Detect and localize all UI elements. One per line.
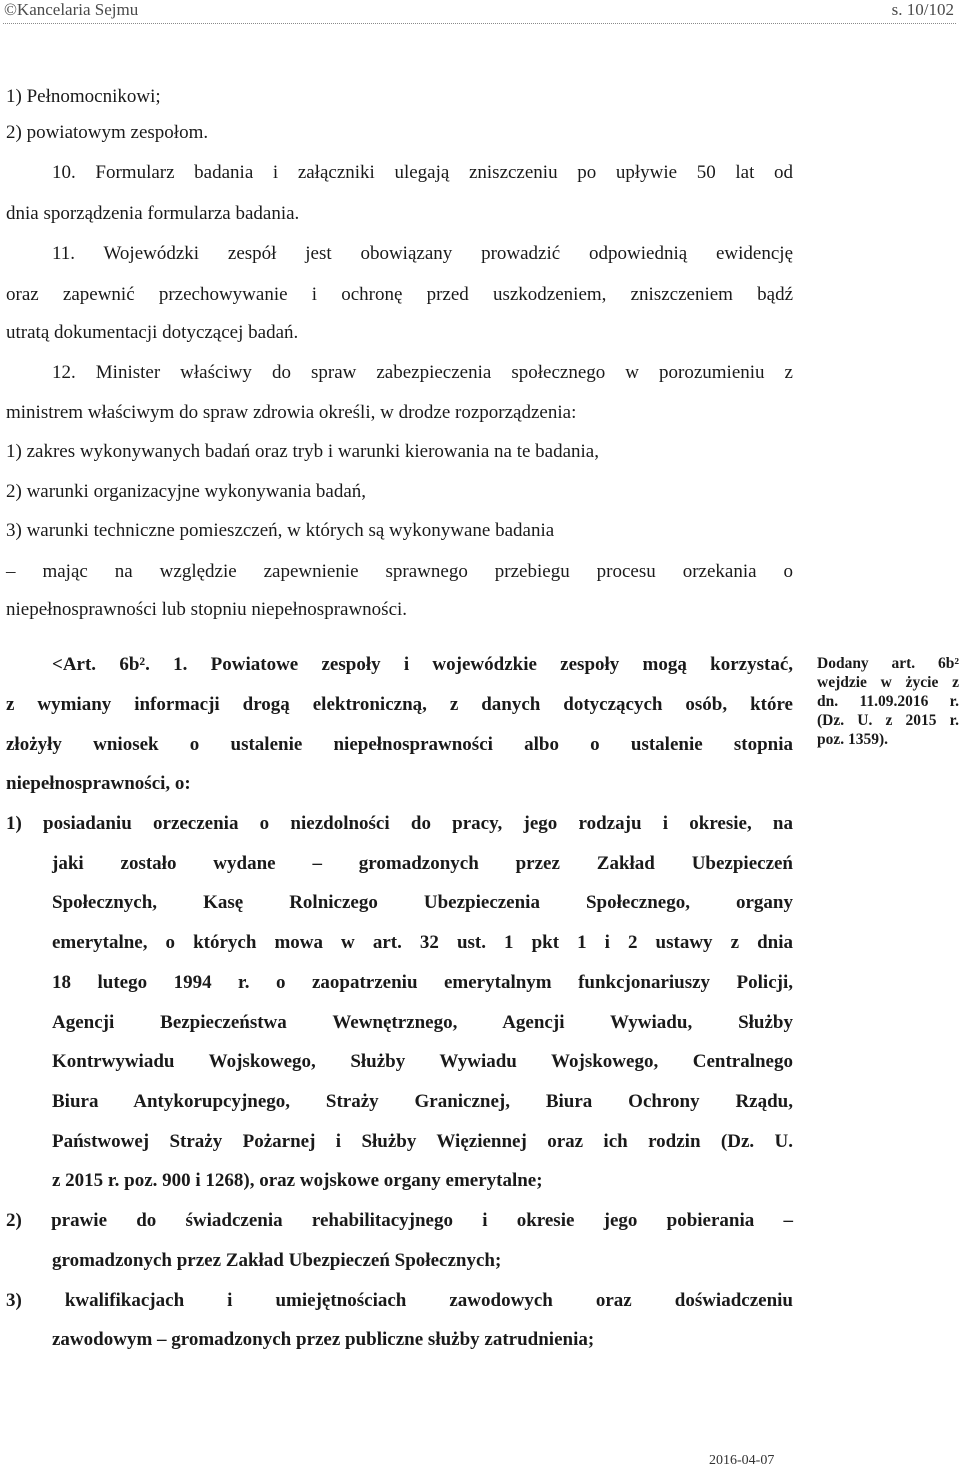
article-6b2-item-1-line-3: Społecznych, Kasę Rolniczego Ubezpieczenia Społecznego, organy: [52, 892, 793, 913]
article-6b2-item-1-line-6: Agencji Bezpieczeństwa Wewnętrznego, Agencji Wywiadu, Służby: [52, 1012, 793, 1033]
paragraph-10-line-1: 10. Formularz badania i załączniki ulegają zniszczeniu po upływie 50 lat od: [52, 162, 793, 183]
header-publisher: ©Kancelaria Sejmu: [4, 0, 139, 19]
footer-date: 2016-04-07: [709, 1453, 775, 1468]
list-item-12-2: 2) warunki organizacyjne wykonywania badań,: [6, 481, 366, 502]
list-item-12-3: 3) warunki techniczne pomieszczeń, w których są wykonywane badania: [6, 520, 555, 541]
article-6b2-line-1: <Art. 6b². 1. Powiatowe zespoły i wojewódzkie zespoły mogą korzystać,: [52, 654, 793, 675]
list-item-1: 1) Pełnomocnikowi;: [6, 86, 161, 107]
paragraph-12-closing-line-2: niepełnosprawności lub stopniu niepełnosprawności.: [6, 599, 408, 620]
margin-note-line-4: (Dz. U. z 2015 r.: [817, 712, 959, 729]
article-6b2-line-2: z wymiany informacji drogą elektroniczną, z danych dotyczących osób, które: [6, 694, 793, 715]
list-item-12-1: 1) zakres wykonywanych badań oraz tryb i warunki kierowania na te badania,: [6, 441, 599, 462]
header-rule: [3, 23, 956, 24]
article-6b2-item-1-line-5: 18 lutego 1994 r. o zaopatrzeniu emerytalnym funkcjonariuszy Policji,: [52, 972, 793, 993]
article-6b2-item-1-line-2: jaki zostało wydane – gromadzonych przez Zakład Ubezpieczeń: [52, 853, 793, 874]
article-6b2-line-4: niepełnosprawności, o:: [6, 773, 191, 794]
paragraph-12-line-1: 12. Minister właściwy do spraw zabezpieczenia społecznego w porozumieniu z: [52, 362, 793, 383]
margin-note-line-5: poz. 1359).: [817, 731, 889, 748]
list-item-2: 2) powiatowym zespołom.: [6, 122, 209, 143]
article-6b2-item-1-line-9: Państwowej Straży Pożarnej i Służby Więziennej oraz ich rodzin (Dz. U.: [52, 1131, 793, 1152]
article-6b2-item-1-line-4: emerytalne, o których mowa w art. 32 ust. 1 pkt 1 i 2 ustawy z dnia: [52, 932, 793, 953]
paragraph-12-closing-line-1: – mając na względzie zapewnienie sprawnego przebiegu procesu orzekania o: [6, 561, 793, 582]
paragraph-10-line-2: dnia sporządzenia formularza badania.: [6, 203, 300, 224]
margin-note-line-3: dn. 11.09.2016 r.: [817, 693, 959, 710]
margin-note: [817, 654, 959, 749]
paragraph-11-line-3: utratą dokumentacji dotyczącej badań.: [6, 322, 299, 343]
article-6b2-line-3: złożyły wniosek o ustalenie niepełnosprawności albo o ustalenie stopnia: [6, 734, 793, 755]
margin-note-line-1: Dodany art. 6b²: [817, 655, 959, 672]
article-6b2-item-1-line-7: Kontrwywiadu Wojskowego, Służby Wywiadu Wojskowego, Centralnego: [52, 1051, 793, 1072]
paragraph-11-line-1: 11. Wojewódzki zespół jest obowiązany prowadzić odpowiednią ewidencję: [52, 243, 793, 264]
article-6b2-item-1-line-10: z 2015 r. poz. 900 i 1268), oraz wojskowe organy emerytalne;: [52, 1170, 543, 1191]
article-6b2-item-3-line-1: 3) kwalifikacjach i umiejętnościach zawodowych oraz doświadczeniu: [6, 1290, 793, 1311]
margin-note-line-2: wejdzie w życie z: [817, 674, 959, 691]
paragraph-12-line-2: ministrem właściwym do spraw zdrowia określi, w drodze rozporządzenia:: [6, 402, 577, 423]
article-6b2-item-3-line-2: zawodowym – gromadzonych przez publiczne służby zatrudnienia;: [52, 1329, 595, 1350]
paragraph-11-line-2: oraz zapewnić przechowywanie i ochronę przed uszkodzeniem, zniszczeniem bądź: [6, 284, 793, 305]
article-6b2-item-1-line-8: Biura Antykorupcyjnego, Straży Granicznej, Biura Ochrony Rządu,: [52, 1091, 793, 1112]
article-6b2-item-2-line-1: 2) prawie do świadczenia rehabilitacyjnego i okresie jego pobierania –: [6, 1210, 793, 1231]
article-6b2-item-2-line-2: gromadzonych przez Zakład Ubezpieczeń Społecznych;: [52, 1250, 502, 1271]
header-page-number: s. 10/102: [891, 0, 954, 19]
article-6b2-item-1-line-1: 1) posiadaniu orzeczenia o niezdolności do pracy, jego rodzaju i okresie, na: [6, 813, 793, 834]
